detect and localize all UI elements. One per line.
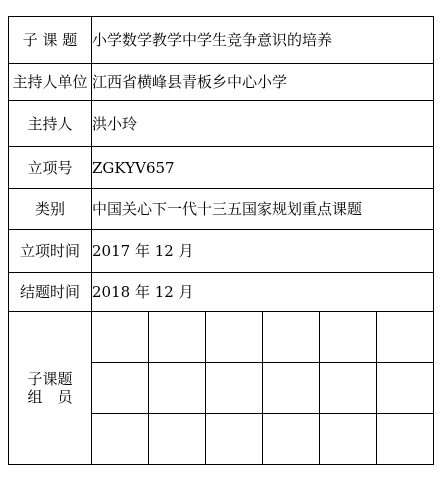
project-number-label: 立项号 [9,147,92,189]
approval-date-label: 立项时间 [9,230,92,273]
member-cell [319,363,376,414]
members-label [9,312,92,465]
row-completion-date [9,273,434,312]
member-cell [319,414,376,465]
row-host [9,101,434,147]
subtopic-value: 小学数学教学中学生竞争意识的培养 [92,17,434,64]
host-unit-value: 江西省横峰县青板乡中心小学 [92,64,434,101]
member-cell [206,312,263,363]
member-cell [206,363,263,414]
member-cell [92,363,149,414]
row-subtopic [9,17,434,64]
members-label-line1: 子课题 [27,370,73,388]
member-cell [206,414,263,465]
members-grid-container [92,312,434,465]
row-host-unit [9,64,434,101]
row-category [9,189,434,230]
host-value: 洪小玲 [92,101,434,147]
row-approval-date [9,230,434,273]
row-project-number [9,147,434,189]
row-members [9,312,434,465]
member-cell [376,414,433,465]
member-cell [376,312,433,363]
host-label: 主持人 [9,101,92,147]
member-cell [149,414,206,465]
member-cell [92,312,149,363]
members-grid-row [92,363,433,414]
completion-date-label: 结题时间 [9,273,92,312]
member-cell [92,414,149,465]
category-label: 类别 [9,189,92,230]
member-cell [149,312,206,363]
members-grid-row [92,414,433,465]
category-value: 中国关心下一代十三五国家规划重点课题 [92,189,434,230]
member-cell [376,363,433,414]
members-label-line2: 组 员 [27,388,73,406]
member-cell [262,312,319,363]
project-info-sheet [8,16,434,471]
member-cell [262,414,319,465]
member-cell [149,363,206,414]
approval-date-value: 2017 年 12 月 [92,230,434,273]
project-number-value: ZGKYV657 [92,147,434,189]
members-grid [92,312,433,464]
member-cell [262,363,319,414]
subtopic-label: 子 课 题 [9,17,92,64]
members-grid-row [92,312,433,363]
host-unit-label: 主持人单位 [9,64,92,101]
member-cell [319,312,376,363]
completion-date-value: 2018 年 12 月 [92,273,434,312]
project-info-table [8,16,434,465]
